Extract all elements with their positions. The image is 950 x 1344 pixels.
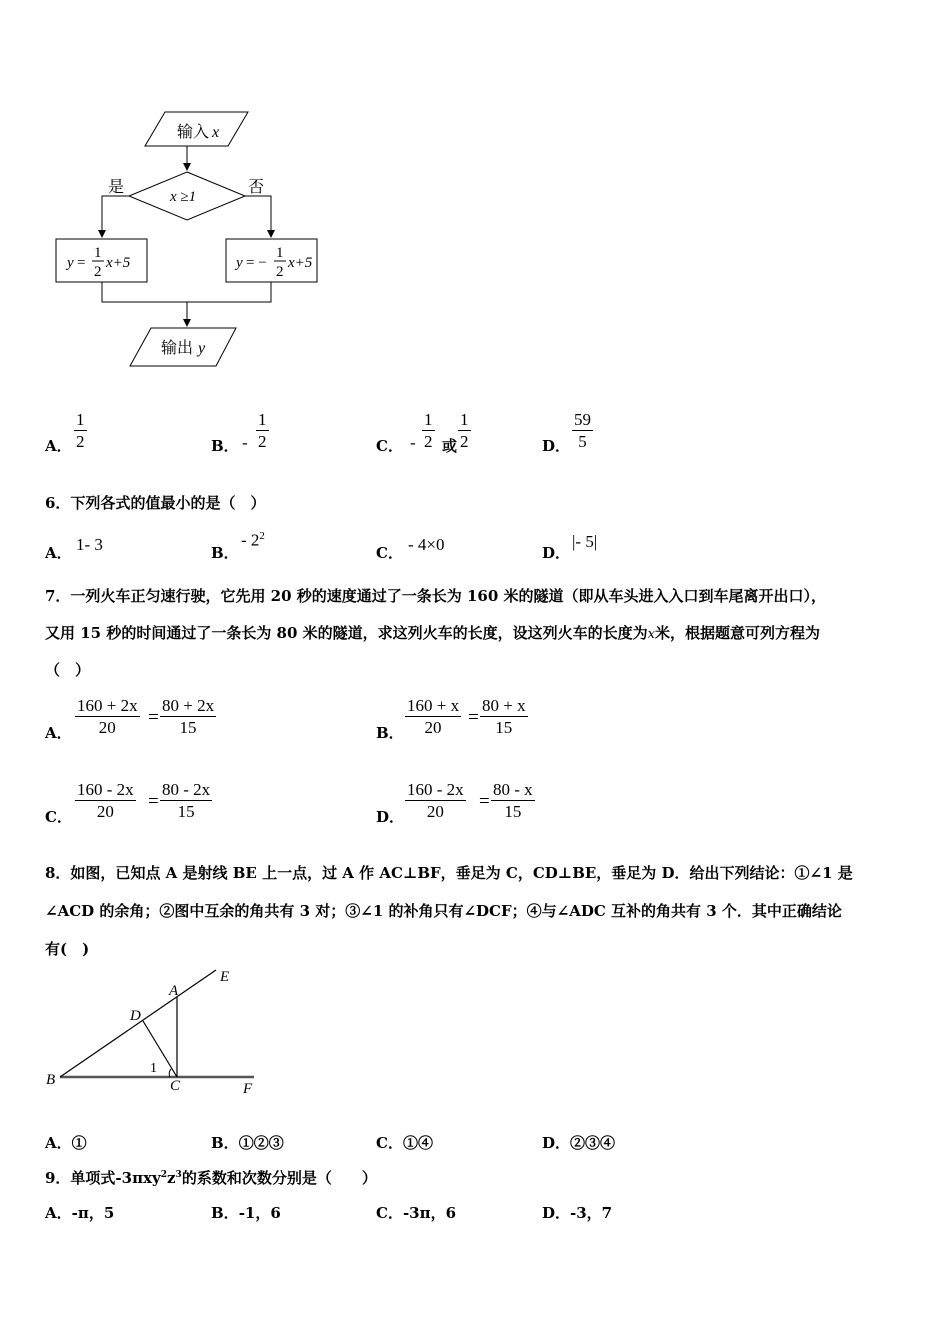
q6-option-a-label: A． [45, 544, 72, 562]
q7-option-c-label: C． [45, 808, 72, 826]
q7-stem-line2: 又用 15 秒的时间通过了一条长为 80 米的隧道，求这列火车的长度，设这列火车的长度为x米，根据题意可列方程为 [45, 624, 820, 642]
q6-stem: 6．下列各式的值最小的是（ ） [45, 494, 266, 512]
svg-text:A: A [169, 983, 179, 999]
input-var: x [212, 124, 220, 141]
q7-option-b-right-fraction: 80 + x 15 [482, 696, 526, 737]
svg-text:E: E [220, 969, 230, 985]
output-label: 输出 [161, 340, 194, 357]
q7-option-d-left-fraction: 160 - 2x 20 [407, 780, 464, 821]
svg-text:=: = [77, 255, 86, 271]
no-label: 否 [248, 179, 265, 196]
q8-option-c: C．①④ [376, 1134, 433, 1152]
q5-option-b-label: B． [211, 437, 239, 455]
svg-text:1: 1 [150, 1061, 157, 1076]
flowchart-diagram [40, 100, 340, 380]
q8-stem-line1: 8．如图，已知点 A 是射线 BE 上一点，过 A 作 AC⊥BF，垂足为 C，CD⊥BE，垂足为 D．给出下列结论：①∠1 是 [45, 864, 853, 882]
q6-option-b-expr: - $2^2$ [241, 530, 265, 550]
svg-text:x+5: x+5 [106, 255, 131, 271]
q5-option-c-label: C． [376, 437, 403, 455]
q8-option-b: B．①②③ [211, 1134, 284, 1152]
q6-option-c-label: C． [376, 544, 403, 562]
q9-stem: 9．单项式$-3\pi xy^2z^3$的系数和次数分别是（ ） [45, 1169, 377, 1187]
svg-text:y: y [67, 255, 74, 271]
input-label: 输入 [177, 124, 210, 141]
q6-option-a-expr: 1- 3 [76, 535, 103, 554]
svg-text:x+5: x+5 [288, 255, 313, 271]
q5-option-c-fraction-1: 1 2 [424, 410, 433, 451]
q9-option-b: B．-1，6 [211, 1204, 281, 1222]
q7-option-b-label: B． [376, 724, 404, 742]
q7-option-a-label: A． [45, 724, 72, 742]
q9-option-d: D．-3，7 [542, 1204, 613, 1222]
svg-text:2: 2 [276, 264, 284, 280]
svg-text:1: 1 [276, 245, 284, 261]
svg-text:= −: = − [246, 255, 267, 271]
svg-text:y: y [236, 255, 243, 271]
yes-label: 是 [108, 179, 125, 196]
q7-option-a-right-fraction: 80 + 2x 15 [162, 696, 215, 737]
svg-text:C: C [170, 1078, 181, 1094]
q9-option-c: C．-3π，6 [376, 1204, 457, 1222]
svg-text:1: 1 [94, 245, 102, 261]
output-var: y [198, 340, 206, 357]
q9-option-a: A．-π，5 [45, 1204, 115, 1222]
svg-text:2: 2 [94, 264, 102, 280]
q7-stem-line1: 7．一列火车正匀速行驶，它先用 20 秒的速度通过了一条长为 160 米的隧道（即从车头进入入口到车尾离开出口）， [45, 587, 827, 605]
q7-option-d-label: D． [376, 808, 405, 826]
q5-option-a-label: A． [45, 437, 72, 455]
q7-option-b-left-fraction: 160 + x 20 [407, 696, 460, 737]
svg-text:B: B [46, 1072, 56, 1088]
q8-stem-line3: 有( ) [45, 940, 90, 958]
q5-option-b-fraction: 1 2 [258, 410, 267, 451]
q6-option-c-expr: - 4×0 [408, 535, 445, 554]
q8-option-d: D．②③④ [542, 1134, 616, 1152]
decision-condition: x ≥1 [170, 189, 197, 205]
q7-option-c-left-fraction: 160 - 2x 20 [77, 780, 134, 821]
q5-option-d-label: D． [542, 437, 571, 455]
q8-stem-line2: ∠ACD 的余角；②图中互余的角共有 3 对；③∠1 的补角只有∠DCF；④与∠ADC 互补的角共有 3 个．其中正确结论 [45, 902, 842, 920]
q8-option-a: A．① [45, 1134, 87, 1152]
q7-option-a-left-fraction: 160 + 2x 20 [77, 696, 138, 737]
q5-option-c-fraction-2: 1 2 [460, 410, 469, 451]
q6-option-d-expr: |- 5| [572, 532, 598, 551]
svg-text:F: F [243, 1081, 253, 1097]
q5-option-d-fraction: 59 5 [574, 410, 591, 451]
q6-option-b-label: B． [211, 544, 239, 562]
q5-option-a-fraction: 1 2 [76, 410, 85, 451]
q8-geometry-figure [40, 965, 270, 1100]
svg-text:D: D [130, 1008, 141, 1024]
q7-option-c-right-fraction: 80 - 2x 15 [162, 780, 211, 821]
q7-stem-line3: （ ） [45, 661, 91, 679]
q6-option-d-label: D． [542, 544, 571, 562]
q7-option-d-right-fraction: 80 - x 15 [493, 780, 533, 821]
